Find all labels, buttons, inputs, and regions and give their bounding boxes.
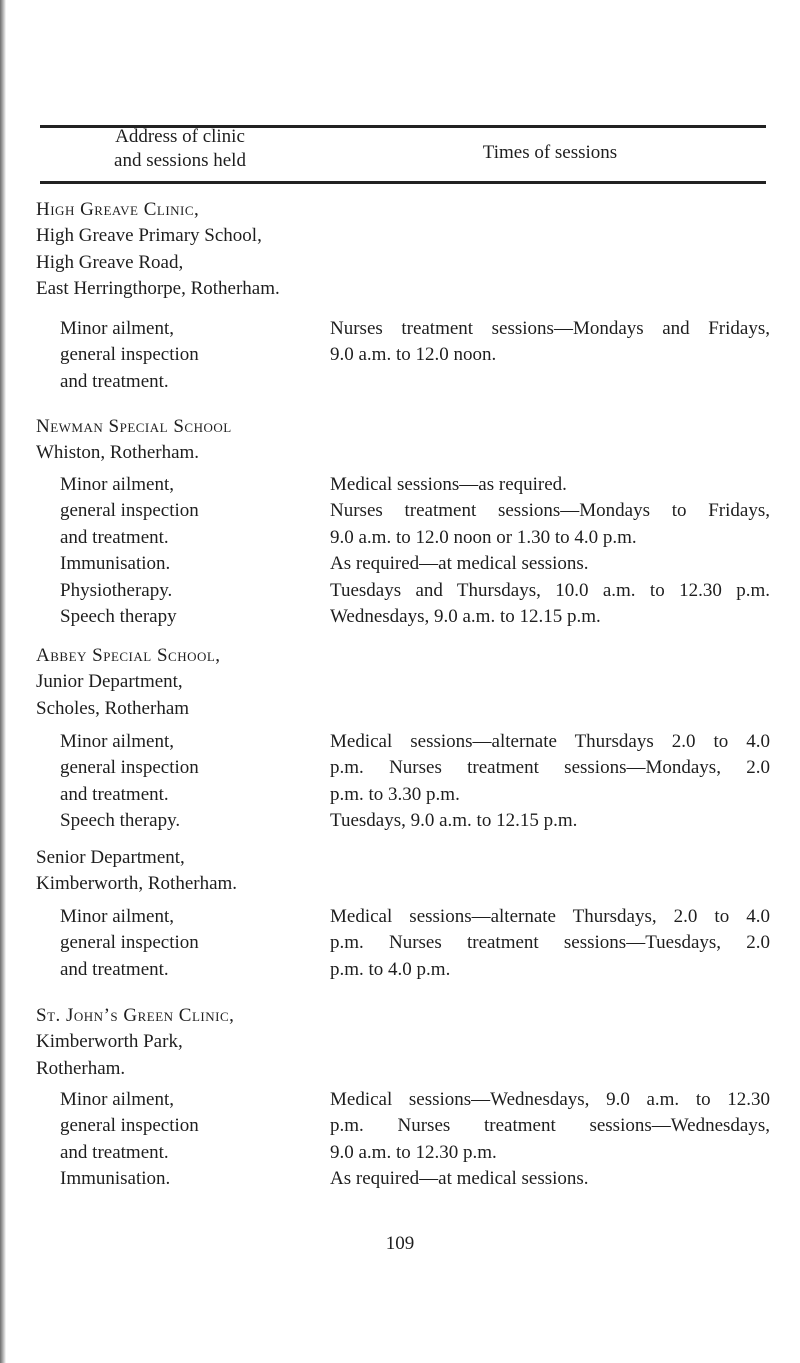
address-line: High Greave Road, — [36, 251, 184, 273]
times-high-greave — [330, 316, 770, 369]
service-line: general inspection — [60, 1115, 199, 1137]
time-line: p.m. Nurses treatment sessions—Mondays, 2.0 — [330, 757, 770, 779]
address-line: East Herringthorpe, Rotherham. — [36, 278, 280, 300]
address-line: High Greave Primary School, — [36, 225, 262, 247]
time-line: As required—at medical sessions. — [330, 553, 589, 575]
time-line: Tuesdays and Thursdays, 10.0 a.m. to 12.30 p.m. — [330, 579, 770, 601]
service-line: and treatment. — [60, 958, 169, 980]
service-line: general inspection — [60, 757, 199, 779]
service-line: Speech therapy. — [60, 810, 181, 832]
clinic-address-high-greave — [36, 197, 280, 303]
times-newman — [330, 472, 770, 630]
address-line: Scholes, Rotherham — [36, 697, 190, 719]
clinic-name: Abbey Special School, — [36, 645, 221, 666]
services-high-greave — [60, 316, 300, 395]
address-line: Kimberworth Park, — [36, 1031, 183, 1053]
service-line: and treatment. — [60, 783, 169, 805]
services-newman — [60, 472, 300, 630]
service-line: Minor ailment, — [60, 731, 174, 752]
header-bottom-rule — [40, 181, 766, 184]
time-line: 9.0 a.m. to 12.30 p.m. — [330, 1141, 497, 1163]
service-line: Physiotherapy. — [60, 579, 173, 601]
service-line: and treatment. — [60, 1141, 169, 1163]
column-header-address — [80, 125, 280, 173]
clinic-address-abbey — [36, 643, 221, 722]
time-line: p.m. Nurses treatment sessions—Tuesdays, 2.0 — [330, 932, 770, 954]
column-header-address-line2: and sessions held — [114, 150, 246, 171]
service-line: general inspection — [60, 344, 199, 366]
column-header-times: Times of sessions — [482, 142, 618, 163]
time-line: Nurses treatment sessions—Mondays to Fridays, — [330, 500, 770, 522]
service-line: and treatment. — [60, 526, 169, 548]
clinic-address-newman — [36, 414, 232, 467]
service-line: Minor ailment, — [60, 1089, 174, 1110]
clinic-address-senior-department — [36, 845, 237, 898]
time-line: Medical sessions—alternate Thursdays 2.0 to 4.0 — [330, 731, 770, 752]
times-st-johns-green — [330, 1087, 770, 1193]
times-abbey — [330, 729, 770, 835]
clinic-name: Senior Department, — [36, 847, 185, 868]
address-line: Whiston, Rotherham. — [36, 442, 200, 464]
service-line: Immunisation. — [60, 553, 171, 575]
service-line: and treatment. — [60, 370, 169, 392]
service-line: Immunisation. — [60, 1168, 171, 1190]
time-line: p.m. to 3.30 p.m. — [330, 783, 460, 805]
column-header-address-line1: Address of clinic — [115, 126, 245, 147]
service-line: Minor ailment, — [60, 906, 174, 927]
address-line: Junior Department, — [36, 671, 183, 693]
services-senior-department — [60, 904, 300, 983]
clinic-name: St. John’s Green Clinic, — [36, 1005, 235, 1026]
page-binding-edge — [0, 0, 6, 1363]
page-number: 109 — [385, 1233, 415, 1254]
time-line: p.m. Nurses treatment sessions—Wednesdays, — [330, 1115, 770, 1137]
service-line: general inspection — [60, 500, 199, 522]
time-line: As required—at medical sessions. — [330, 1168, 589, 1190]
service-line: Speech therapy — [60, 606, 177, 628]
time-line: Medical sessions—as required. — [330, 474, 567, 495]
clinic-address-st-johns-green — [36, 1003, 234, 1082]
services-abbey — [60, 729, 300, 835]
service-line: Minor ailment, — [60, 474, 174, 495]
service-line: general inspection — [60, 932, 199, 954]
service-line: Minor ailment, — [60, 318, 174, 339]
time-line: p.m. to 4.0 p.m. — [330, 958, 451, 980]
address-line: Rotherham. — [36, 1057, 126, 1079]
time-line: 9.0 a.m. to 12.0 noon. — [330, 344, 497, 366]
time-line: Wednesdays, 9.0 a.m. to 12.15 p.m. — [330, 606, 601, 628]
services-st-johns-green — [60, 1087, 300, 1193]
times-senior-department — [330, 904, 770, 983]
time-line: Tuesdays, 9.0 a.m. to 12.15 p.m. — [330, 810, 578, 832]
address-line: Kimberworth, Rotherham. — [36, 873, 238, 895]
time-line: Medical sessions—Wednesdays, 9.0 a.m. to 12.30 — [330, 1089, 770, 1110]
time-line: Medical sessions—alternate Thursdays, 2.0 to 4.0 — [330, 906, 770, 927]
time-line: Nurses treatment sessions—Mondays and Fridays, — [330, 318, 770, 339]
clinic-name: Newman Special School — [36, 416, 232, 437]
time-line: 9.0 a.m. to 12.0 noon or 1.30 to 4.0 p.m. — [330, 526, 637, 548]
clinic-name: High Greave Clinic, — [36, 199, 200, 220]
